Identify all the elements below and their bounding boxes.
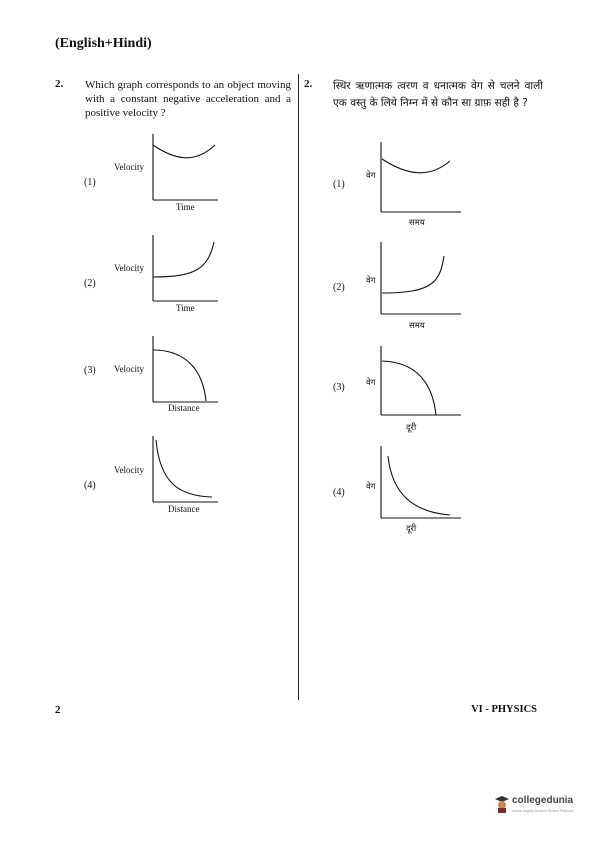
option-1-ylabel-hi: वेग xyxy=(366,171,376,181)
option-1-ylabel-en: Velocity xyxy=(114,162,144,172)
column-divider xyxy=(298,74,299,700)
option-4-ylabel-hi: वेग xyxy=(366,482,376,492)
option-2-xlabel-hi: समय xyxy=(409,321,425,331)
option-3-label-en: (3) xyxy=(84,365,96,376)
option-3-graph-en xyxy=(150,334,220,406)
question-text-en: Which graph corresponds to an object moving with a constant negative acceleration and a positive velocity ? xyxy=(85,79,291,119)
option-2-ylabel-en: Velocity xyxy=(114,263,144,273)
option-4-label-en: (4) xyxy=(84,480,96,491)
option-2-label-hi: (2) xyxy=(333,282,345,293)
option-3-graph-hi xyxy=(378,344,463,418)
option-1-label-hi: (1) xyxy=(333,179,345,190)
graduate-mascot-icon xyxy=(494,794,510,814)
option-4-xlabel-en: Distance xyxy=(168,504,200,514)
option-2-ylabel-hi: वेग xyxy=(366,276,376,286)
logo-wordmark: collegedunia xyxy=(512,795,574,806)
option-3-label-hi: (3) xyxy=(333,382,345,393)
option-3-xlabel-hi: दूरी xyxy=(406,423,417,433)
question-number-en: 2. xyxy=(55,78,64,90)
option-4-label-hi: (4) xyxy=(333,487,345,498)
option-4-graph-hi xyxy=(378,444,463,522)
option-1-xlabel-hi: समय xyxy=(409,218,425,228)
option-3-ylabel-en: Velocity xyxy=(114,364,144,374)
option-1-label-en: (1) xyxy=(84,177,96,188)
logo-tagline: India's largest Student Review Platform xyxy=(512,809,573,813)
page-number: 2 xyxy=(55,704,61,716)
option-3-ylabel-hi: वेग xyxy=(366,378,376,388)
option-4-graph-en xyxy=(150,434,220,506)
option-2-graph-hi xyxy=(378,240,463,318)
option-2-xlabel-en: Time xyxy=(176,303,195,313)
option-1-graph-en xyxy=(150,132,220,204)
option-3-xlabel-en: Distance xyxy=(168,403,200,413)
question-number-hi: 2. xyxy=(304,78,313,90)
question-text-hi: स्थिर ऋणात्मक त्वरण व धनात्मक वेग से चलने वाली एक वस्तु के लिये निम्न में से कौन सा ग्राफ़ सही है ? xyxy=(333,80,543,109)
option-2-graph-en xyxy=(150,233,220,305)
option-4-ylabel-en: Velocity xyxy=(114,465,144,475)
page-header: (English+Hindi) xyxy=(55,36,152,51)
section-label: VI - PHYSICS xyxy=(471,704,537,715)
option-1-graph-hi xyxy=(378,140,463,216)
option-2-label-en: (2) xyxy=(84,278,96,289)
option-1-xlabel-en: Time xyxy=(176,202,195,212)
option-4-xlabel-hi: दूरी xyxy=(406,524,417,534)
